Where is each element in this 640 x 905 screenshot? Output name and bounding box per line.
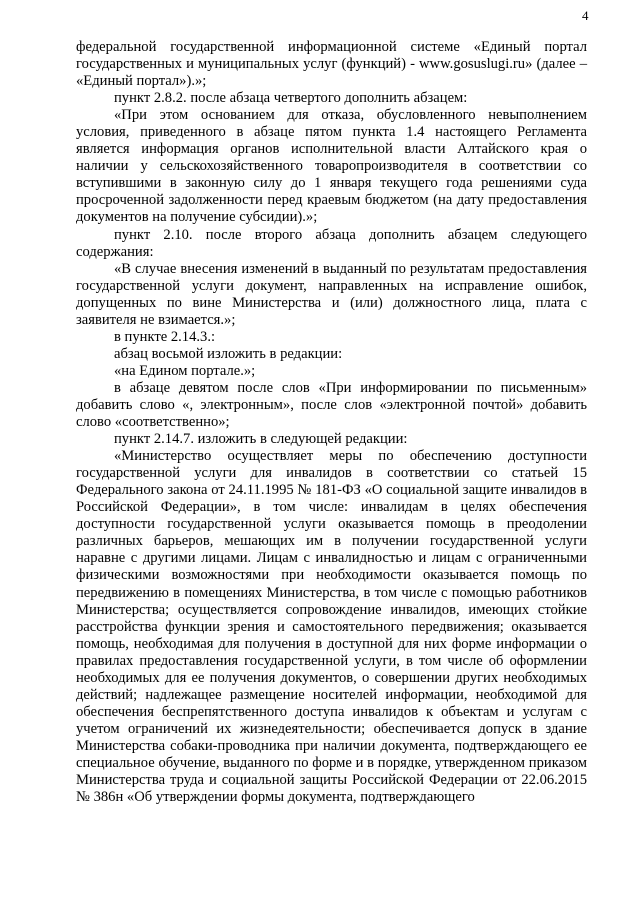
paragraph: «В случае внесения изменений в выданный по результатам предоставления государственной услуги документ, направленных на исправление ошибок, допущенных по вине Министерства и (или) должностного лица, плата с заявителя не взимается.»; [76,260,587,328]
paragraph: в абзаце девятом после слов «При информировании по письменным» добавить слово «, электронным», после слов «электронной почтой» добавить слово «соответственно»; [76,379,587,431]
page-number: 4 [582,8,589,23]
paragraph: пункт 2.10. после второго абзаца дополнить абзацем следующего содержания: [76,226,587,260]
paragraph: «Министерство осуществляет меры по обеспечению доступности государственной услуги для инвалидов в соответствии со статьей 15 Федерального закона от 24.11.1995 № 181-ФЗ «О социальной защите инвалидов в Российской Федерации», в том числе: инвалидам в целях обеспечения доступности государственной услуги оказывается помощь в преодолении различных барьеров, мешающих им в получении государственной услуги наравне с другими лицами. Лицам с инвалидностью и лицам с ограниченными физическими возможностями при необходимости оказывается помощь по передвижению в помещениях Министерства, в том числе с помощью работников Министерства; осуществляется сопровождение инвалидов, имеющих стойкие расстройства функции зрения и самостоятельного передвижения; оказывается помощь, необходимая для получения в доступной для них форме информации о правилах предоставления государственной услуги, в том числе об оформлении необходимых для ее получения документов, о совершении других необходимых действий; надлежащее размещение носителей информации, необходимой для обеспечения беспрепятственного доступа инвалидов к объектам и услугам с учетом ограничений их жизнедеятельности; обеспечивается допуск в здание Министерства собаки-проводника при наличии документа, подтверждающего ее специальное обучение, выданного по форме и в порядке, утвержденном приказом Министерства труда и социальной защиты Российской Федерации от 22.06.2015 № 386н «Об утверждении формы документа, подтверждающего [76,448,587,806]
paragraph: пункт 2.14.7. изложить в следующей редакции: [114,431,408,448]
paragraph: «При этом основанием для отказа, обусловленного невыполнением условия, приведенного в абзаце пятом пункта 1.4 настоящего Регламента является информация органов исполнительной власти Алтайского края о наличии у сельскохозяйственного товаропроизводителя в соответствии со вступившими в законную силу до 1 января текущего года решениями суда просроченной задолженности перед краевым бюджетом (на дату предоставления документов на получение субсидии).»; [76,107,587,226]
document-body [76,39,587,806]
paragraph: пункт 2.8.2. после абзаца четвертого дополнить абзацем: [114,90,468,107]
paragraph: в пункте 2.14.3.: [114,328,216,345]
paragraph: абзац восьмой изложить в редакции: [114,345,343,362]
paragraph: федеральной государственной информационной системе «Единый портал государственных и муниципальных услуг (функций) - www.gosuslugi.ru» (далее – «Единый портал»).»; [76,39,587,90]
paragraph: «на Едином портале.»; [114,362,256,379]
